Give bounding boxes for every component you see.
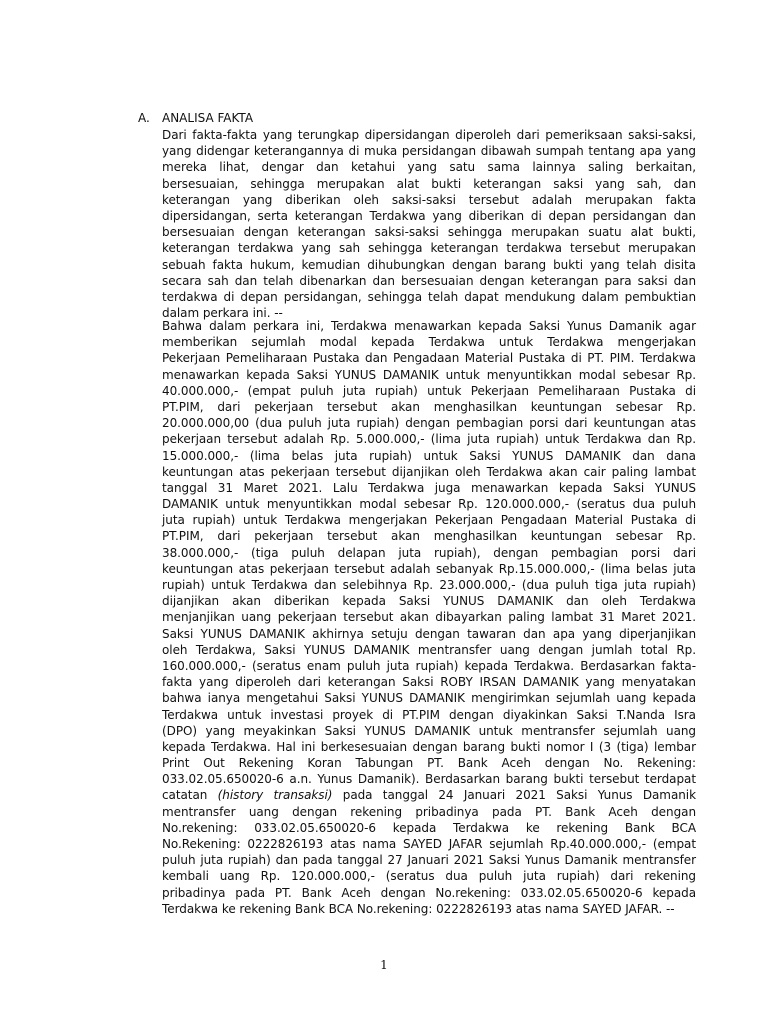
text-line: Saksi YUNUS DAMANIK akhirnya setuju dengan tawaran dan apa yang diperjanjikan: [162, 626, 696, 641]
text-line: 20.000.000,00 (dua puluh juta rupiah) dengan pembagian porsi dari keuntungan atas: [162, 416, 696, 431]
text-line: bersesuaian dengan keterangan saksi-saksi sehingga merupakan suatu alat bukti,: [162, 225, 696, 240]
text-line: bahwa ianya mengetahui Saksi YUNUS DAMANIK mengirimkan sejumlah uang kepada: [162, 691, 696, 706]
text-line: No.Rekening: 0222826193 atas nama SAYED JAFAR sejumlah Rp.40.000.000,- (empat: [162, 837, 696, 851]
section-title: ANALISA FAKTA: [162, 111, 254, 125]
text-line: (DPO) yang meyakinkan Saksi YUNUS DAMANIK untuk mentransfer sejumlah uang: [162, 723, 696, 738]
text-line: sebuah fakta hukum, kemudian dihubungkan dengan barang bukti yang telah disita: [162, 257, 696, 272]
text-line: menjanjikan uang pekerjaan tersebut akan dibayarkan paling lambat 31 Maret 2021.: [162, 610, 696, 625]
text-line: PT.PIM, dari pekerjaan tersebut akan menghasilkan keuntungan sebesar Rp.: [162, 399, 696, 414]
text-line: rupiah) untuk Terdakwa dan selebihnya Rp. 23.000.000,- (dua puluh tiga juta rupiah): [162, 578, 696, 592]
text-line: pribadinya pada PT. Bank Aceh dengan No.rekening: 033.02.05.650020-6 kepada: [162, 885, 696, 900]
text-line: dipersidangan, serta keterangan Terdakwa yang diberikan di depan persidangan dan: [162, 208, 696, 223]
italic-term: (history transaksi): [217, 788, 333, 803]
text-line: mereka lihat, dengar dan ketahui yang satu sama lainnya saling berkaitan,: [162, 160, 696, 175]
section-heading: [138, 110, 253, 126]
text-line: dijanjikan akan diberikan kepada Saksi YUNUS DAMANIK dan oleh Terdakwa: [162, 594, 696, 609]
text-line: oleh Terdakwa, Saksi YUNUS DAMANIK mentransfer uang dengan jumlah total Rp.: [162, 642, 696, 657]
text-line: menawarkan kepada Saksi YUNUS DAMANIK untuk menyuntikkan modal sebesar Rp.: [162, 367, 696, 382]
text-line: Dari fakta-fakta yang terungkap dipersidangan diperoleh dari pemeriksaan saksi-saksi,: [162, 128, 696, 142]
text-segment: catatan: [162, 788, 218, 803]
text-line: [162, 787, 696, 803]
text-line: mentransfer uang dengan rekening pribadinya pada PT. Bank Aceh dengan: [162, 804, 696, 819]
text-line: kepada Terdakwa. Hal ini berkesesuaian dengan barang bukti nomor I (3 (tiga) lembar: [162, 739, 696, 754]
text-line: memberikan sejumlah modal kepada Terdakwa untuk Terdakwa mengerjakan: [162, 335, 696, 350]
text-line: Terdakwa ke rekening Bank BCA No.rekening: 0222826193 atas nama SAYED JAFAR. --: [162, 901, 675, 916]
text-line: DAMANIK untuk menyuntikkan modal sebesar Rp. 120.000.000,- (seratus dua puluh: [162, 497, 696, 512]
text-line: keterangan yang diberikan oleh saksi-saksi tersebut adalah merupakan fakta: [162, 192, 696, 207]
text-line: pekerjaan tersebut adalah Rp. 5.000.000,- (lima juta rupiah) untuk Terdakwa dan Rp.: [162, 432, 696, 447]
page-number: 1: [380, 958, 388, 972]
text-line: dalam perkara ini. --: [162, 306, 283, 321]
text-line: PT.PIM, dari pekerjaan tersebut akan menghasilkan keuntungan sebesar Rp.: [162, 529, 696, 544]
text-line: terdakwa di depan persidangan, sehingga telah dapat mendukung dalam pembuktian: [162, 289, 696, 304]
text-line: 40.000.000,- (empat puluh juta rupiah) untuk Pekerjaan Pemeliharaan Pustaka di: [162, 383, 696, 398]
text-line: keuntungan atas pekerjaan tersebut adalah sebanyak Rp.15.000.000,- (lima belas juta: [162, 561, 696, 576]
text-line: keterangan terdakwa yang sah sehingga keterangan terdakwa tersebut merupakan: [162, 241, 696, 256]
text-line: Bahwa dalam perkara ini, Terdakwa menawarkan kepada Saksi Yunus Damanik agar: [162, 319, 696, 333]
text-line: fakta yang diperoleh dari keterangan Saksi ROBY IRSAN DAMANIK yang menyatakan: [162, 675, 696, 690]
text-line: secara sah dan telah dibenarkan dan bersesuaian dengan keterangan para saksi dan: [162, 273, 696, 288]
text-line: yang didengar keterangannya di muka persidangan dibawah sumpah tentang apa yang: [162, 144, 696, 159]
text-line: keuntungan atas pekerjaan tersebut dijanjikan oleh Terdakwa akan cair paling lambat: [162, 464, 696, 479]
section-letter: A.: [138, 111, 150, 125]
text-line: Pekerjaan Pemeliharaan Pustaka dan Pengadaan Material Pustaka di PT. PIM. Terdakwa: [162, 351, 696, 366]
text-line: 15.000.000,- (lima belas juta rupiah) untuk Saksi YUNUS DAMANIK dan dana: [162, 448, 696, 463]
text-line: 160.000.000,- (seratus enam puluh juta rupiah) kepada Terdakwa. Berdasarkan fakta-: [162, 658, 696, 673]
text-line: kembali uang Rp. 120.000.000,- (seratus dua puluh juta rupiah) dari rekening: [162, 869, 696, 884]
text-line: Terdakwa untuk investasi proyek di PT.PIM dengan diyakinkan Saksi T.Nanda Isra: [162, 707, 696, 722]
paragraph-fact-analysis: [162, 127, 696, 321]
text-line: 38.000.000,- (tiga puluh delapan juta rupiah), dengan pembagian porsi dari: [162, 545, 696, 560]
text-line: tanggal 31 Maret 2021. Lalu Terdakwa juga menawarkan kepada Saksi YUNUS: [162, 480, 696, 495]
paragraph-case-facts: [162, 318, 696, 917]
text-line: Print Out Rekening Koran Tabungan PT. Bank Aceh dengan No. Rekening:: [162, 756, 696, 771]
text-line: puluh juta rupiah) dan pada tanggal 27 Januari 2021 Saksi Yunus Damanik mentransfer: [162, 853, 696, 868]
text-line: juta rupiah) untuk Terdakwa mengerjakan Pekerjaan Pengadaan Material Pustaka di: [162, 513, 696, 528]
text-line: 033.02.05.650020-6 a.n. Yunus Damanik). Berdasarkan barang bukti tersebut terdapat: [162, 772, 696, 787]
text-line: No.rekening: 033.02.05.650020-6 kepada Terdakwa ke rekening Bank BCA: [162, 820, 696, 835]
text-segment: pada tanggal 24 Januari 2021 Saksi Yunus Damanik: [332, 788, 696, 803]
text-line: bersesuaian, sehingga merupakan alat bukti keterangan saksi yang sah, dan: [162, 176, 696, 191]
